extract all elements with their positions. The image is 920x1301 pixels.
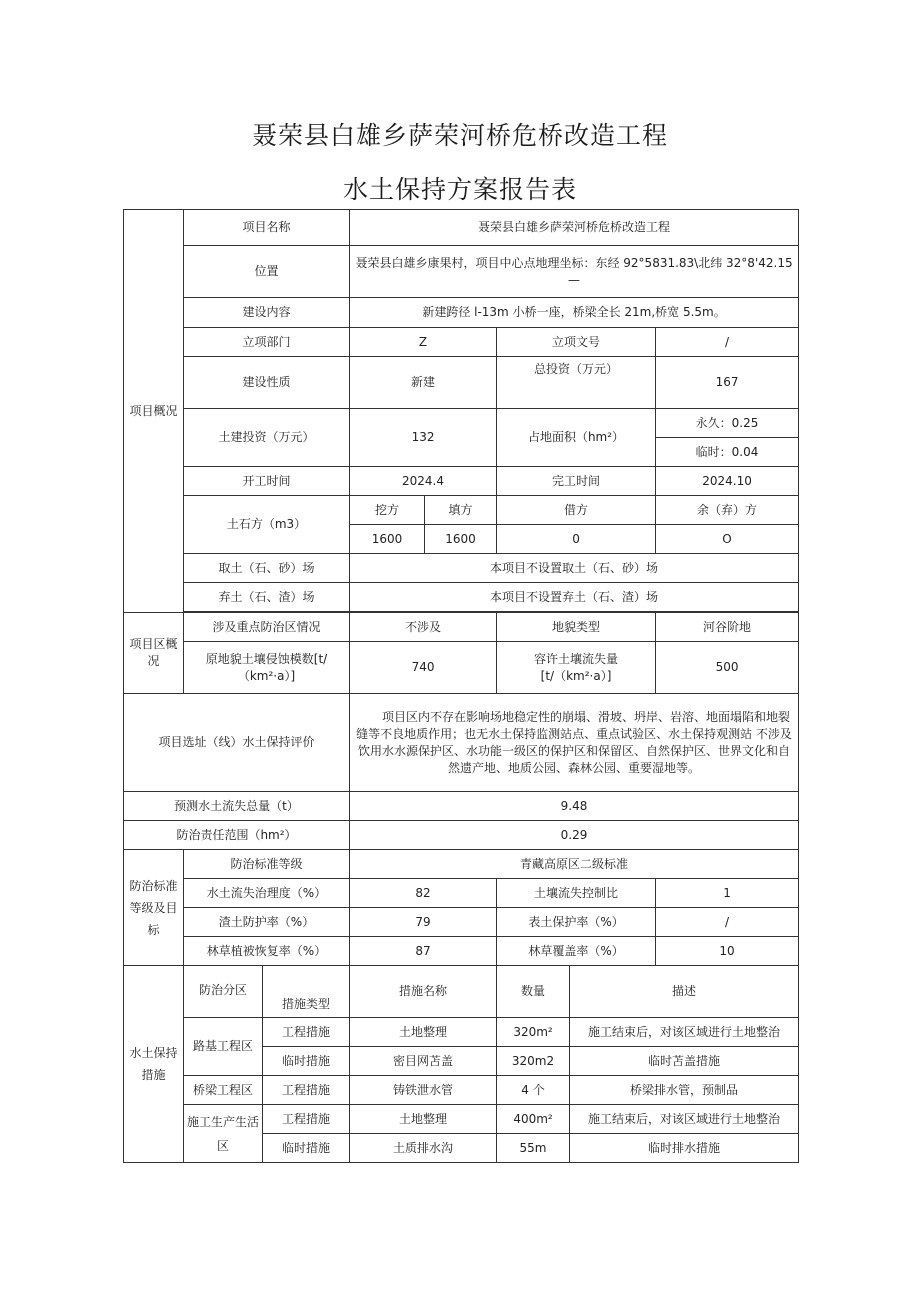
project-name-label: 项目名称 xyxy=(184,210,350,246)
measure-desc: 桥梁排水管，预制品 xyxy=(570,1076,799,1105)
responsibility-range-value: 0.29 xyxy=(350,821,799,850)
zone-roadbed: 路基工程区 xyxy=(184,1018,263,1076)
docno-value: / xyxy=(656,328,799,357)
predicted-loss-value: 9.48 xyxy=(350,792,799,821)
standard-row-label: 土壤流失控制比 xyxy=(497,879,656,908)
measure-desc: 临时排水措施 xyxy=(570,1134,799,1163)
spoil-site-label: 弃土（石、渣）场 xyxy=(184,583,350,612)
earthwork-label: 土石方（m3） xyxy=(184,496,350,554)
key-zone-label: 涉及重点防治区情况 xyxy=(184,613,350,642)
standard-row-label: 林草覆盖率（%） xyxy=(497,937,656,966)
standard-row-value: 87 xyxy=(350,937,497,966)
standards-section-label: 防治标准等级及目标 xyxy=(124,850,184,966)
content-value: 新建跨径 l-13m 小桥一座，桥梁全长 21m,桥宽 5.5m。 xyxy=(350,298,799,328)
standard-row-label: 林草植被恢复率（%） xyxy=(184,937,350,966)
measure-qty: 320m² xyxy=(497,1018,570,1047)
standard-row-label: 水土流失治理度（%） xyxy=(184,879,350,908)
start-time-value: 2024.4 xyxy=(350,467,497,496)
earthwork-value-fill: 1600 xyxy=(425,525,497,554)
nature-label: 建设性质 xyxy=(184,357,350,409)
measure-name: 土质排水沟 xyxy=(350,1134,497,1163)
landform-value: 河谷阶地 xyxy=(656,613,799,642)
measure-name: 铸铁泄水管 xyxy=(350,1076,497,1105)
earthwork-header-fill: 填方 xyxy=(425,496,497,525)
measure-qty: 400m² xyxy=(497,1105,570,1134)
standard-row-value: 10 xyxy=(656,937,799,966)
landform-label: 地貌类型 xyxy=(497,613,656,642)
measure-name: 土地整理 xyxy=(350,1105,497,1134)
standard-level-label: 防治标准等级 xyxy=(184,850,350,879)
measure-desc: 施工结束后，对该区域进行土地整治 xyxy=(570,1105,799,1134)
measures-header-type: 措施类型 xyxy=(263,966,350,1018)
predicted-loss-label: 预测水土流失总量（t） xyxy=(124,792,350,821)
zone-bridge: 桥梁工程区 xyxy=(184,1076,263,1105)
document-subtitle: 水土保持方案报告表 xyxy=(342,175,577,204)
earthwork-header-borrow: 借方 xyxy=(497,496,656,525)
report-table xyxy=(123,209,799,1163)
allowable-loss-value: 500 xyxy=(656,642,799,694)
measures-section-label: 水土保持措施 xyxy=(124,966,184,1163)
allowable-loss-title: 容许土壤流失量 xyxy=(534,651,619,666)
zone-construction-camp: 施工生产生活区 xyxy=(184,1105,263,1163)
standard-row-value: 1 xyxy=(656,879,799,908)
document-title: 聂荣县白雄乡萨荣河桥危桥改造工程 xyxy=(251,121,668,150)
start-time-label: 开工时间 xyxy=(184,467,350,496)
erosion-modulus-value: 740 xyxy=(350,642,497,694)
allowable-loss-label xyxy=(497,642,656,694)
erosion-modulus-label: 原地貌土壤侵蚀模数[t/（km²·a）] xyxy=(184,642,350,694)
project-name-value: 聂荣县白雄乡萨荣河桥危桥改造工程 xyxy=(350,210,799,246)
measure-name: 密目网苫盖 xyxy=(350,1047,497,1076)
measure-type: 工程措施 xyxy=(263,1018,350,1047)
site-evaluation-text: 项目区内不存在影响场地稳定性的崩塌、滑坡、坍岸、岩溶、地面塌陷和地裂缝等不良地质作用；也无水土保持监测站点、重点试验区、水土保持观测站 不涉及饮用水水源保护区、水功能一级区的保护区和保留区、自然保护区、世界文化和自然遗产地、地质公园、森林公园、重要湿地等。 xyxy=(350,694,799,792)
land-area-temporary: 临时：0.04 xyxy=(656,438,799,467)
key-zone-value: 不涉及 xyxy=(350,613,497,642)
nature-value: 新建 xyxy=(350,357,497,409)
earthwork-value-surplus: O xyxy=(656,525,799,554)
location-label: 位置 xyxy=(184,246,350,298)
standard-row-value: 82 xyxy=(350,879,497,908)
docno-label: 立项文号 xyxy=(497,328,656,357)
location-value: 聂荣县白雄乡康果村，项目中心点地理坐标：东经 92°5831.83\北纬 32°8'42.15— xyxy=(350,246,799,298)
total-investment-value: 167 xyxy=(656,357,799,409)
land-area-label: 占地面积（hm²） xyxy=(497,409,656,467)
measure-qty: 4 个 xyxy=(497,1076,570,1105)
total-investment-label: 总投资（万元） xyxy=(497,357,656,409)
measure-type: 临时措施 xyxy=(263,1134,350,1163)
earthwork-value-borrow: 0 xyxy=(497,525,656,554)
responsibility-range-label: 防治责任范围（hm²） xyxy=(124,821,350,850)
standard-row-value: 79 xyxy=(350,908,497,937)
measure-qty: 55m xyxy=(497,1134,570,1163)
civil-investment-label: 土建投资（万元） xyxy=(184,409,350,467)
earthwork-header-cut: 挖方 xyxy=(350,496,425,525)
measure-name: 土地整理 xyxy=(350,1018,497,1047)
earthwork-header-surplus: 余（弃）方 xyxy=(656,496,799,525)
civil-investment-value: 132 xyxy=(350,409,497,467)
dept-label: 立项部门 xyxy=(184,328,350,357)
dept-value: Z xyxy=(350,328,497,357)
spoil-site-value: 本项目不设置弃土（石、渣）场 xyxy=(350,583,799,612)
measure-type: 临时措施 xyxy=(263,1047,350,1076)
measures-header-zone: 防治分区 xyxy=(184,966,263,1018)
measure-type: 工程措施 xyxy=(263,1076,350,1105)
measures-header-desc: 描述 xyxy=(570,966,799,1018)
site-evaluation-label: 项目选址（线）水土保持评价 xyxy=(124,694,350,792)
measure-desc: 施工结束后，对该区域进行土地整治 xyxy=(570,1018,799,1047)
borrow-site-value: 本项目不设置取土（石、砂）场 xyxy=(350,554,799,583)
measure-desc: 临时苫盖措施 xyxy=(570,1047,799,1076)
measures-header-qty: 数量 xyxy=(497,966,570,1018)
borrow-site-label: 取土（石、砂）场 xyxy=(184,554,350,583)
measure-qty: 320m2 xyxy=(497,1047,570,1076)
earthwork-value-cut: 1600 xyxy=(350,525,425,554)
standard-row-label: 表土保护率（%） xyxy=(497,908,656,937)
standard-level-value: 青藏高原区二级标准 xyxy=(350,850,799,879)
standard-row-value: / xyxy=(656,908,799,937)
end-time-label: 完工时间 xyxy=(497,467,656,496)
allowable-loss-unit: [t/（km²·a）] xyxy=(540,668,612,683)
standard-row-label: 渣土防护率（%） xyxy=(184,908,350,937)
measure-type: 工程措施 xyxy=(263,1105,350,1134)
overview-section-label: 项目概况 xyxy=(124,210,184,613)
region-section-label: 项目区概况 xyxy=(124,613,184,694)
content-label: 建设内容 xyxy=(184,298,350,328)
measures-header-name: 措施名称 xyxy=(350,966,497,1018)
land-area-permanent: 永久：0.25 xyxy=(656,409,799,438)
end-time-value: 2024.10 xyxy=(656,467,799,496)
